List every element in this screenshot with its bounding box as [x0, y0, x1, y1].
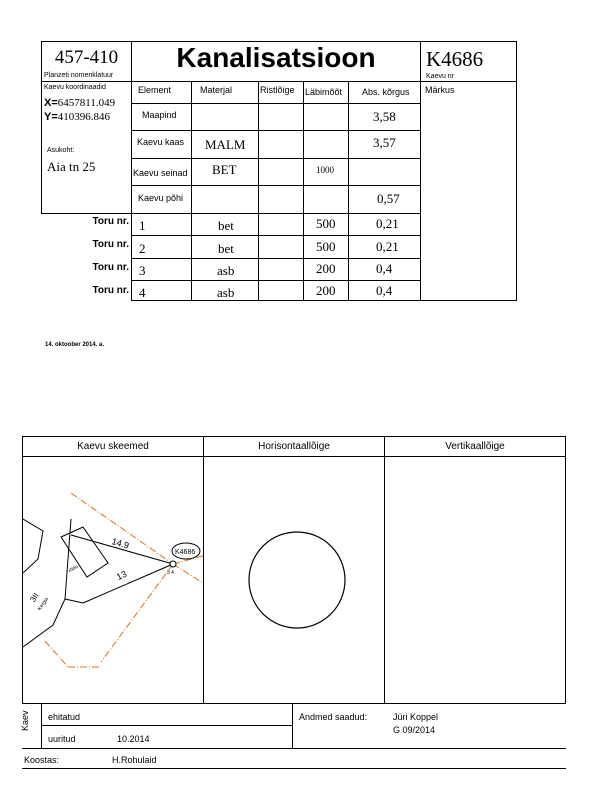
building-wall [65, 519, 71, 599]
row-abs-height: 0,57 [377, 191, 400, 206]
pipe-nr: 4 [139, 285, 146, 300]
distance-label-2: 13 [115, 568, 129, 583]
pipe-abs-height: 0,21 [376, 239, 399, 254]
compiled-name: H.Rohulaid [112, 755, 157, 765]
hdr-element: Element [138, 85, 172, 95]
x-coordinate [44, 97, 115, 109]
pipe-diameter: 500 [316, 239, 336, 254]
cell [258, 158, 304, 186]
row-element: Kaevu seinad [133, 168, 188, 178]
cell [191, 103, 259, 131]
row-abs-height: 3,57 [373, 135, 396, 150]
surveyed-date: 10.2014 [117, 734, 150, 744]
coords-label: Kaevu koordinaadid [44, 84, 106, 91]
pipe-abs-height: 0,21 [376, 216, 399, 231]
cell [258, 130, 304, 159]
sheet-label: Planzeti nomenklatuur [44, 72, 114, 79]
footer-mid-divider [292, 703, 293, 748]
compiled-label: Koostas: [24, 755, 60, 765]
pipe-material: bet [218, 218, 234, 233]
cell [348, 158, 421, 186]
panel2-title: Horisontaallõige [258, 441, 330, 452]
surveyed-label: uuritud [48, 734, 76, 744]
cell [258, 258, 304, 281]
footer-bottom-line [22, 748, 566, 749]
row-element: Kaevu kaas [137, 137, 185, 147]
document-date: 14. oktoober 2014. a. [45, 342, 105, 348]
footer-row-divider [41, 725, 292, 726]
horizontal-section-svg [204, 457, 384, 703]
cell [303, 185, 349, 214]
y-coordinate [44, 111, 110, 123]
hdr-remark: Märkus [425, 85, 455, 95]
pipe-abs-height: 0,4 [376, 261, 393, 276]
cell [303, 130, 349, 159]
well-tag-label: K4686 [175, 549, 196, 556]
well-id-label: Kaevu nr [426, 73, 455, 80]
cell [258, 235, 304, 259]
building-lower [23, 599, 83, 647]
pipe-material: asb [217, 285, 235, 300]
location-label: Asukoht: [47, 147, 75, 154]
pipe-label: Toru nr. [92, 285, 129, 296]
row-element: Maapind [142, 110, 177, 120]
data-by-name: Jüri Koppel [393, 712, 439, 722]
pipe-nr: 3 [139, 263, 146, 278]
row-element: Kaevu põhi [138, 193, 184, 203]
buildings [23, 519, 173, 647]
remark-column [420, 81, 517, 301]
cell [191, 185, 259, 214]
pipe-material: bet [218, 241, 234, 256]
row-material: MALM [205, 137, 246, 152]
y-prefix: Y= [44, 111, 58, 123]
pipe-nr: 1 [139, 218, 146, 233]
pipe-lines [45, 493, 203, 667]
hdr-abs-height: Abs. kõrgus [362, 87, 410, 97]
cell [258, 103, 304, 131]
x-value: 6457811.049 [57, 97, 116, 109]
pipe-line-3 [101, 564, 173, 662]
hdr-material: Materjal [200, 85, 233, 95]
cell [258, 213, 304, 236]
y-value: 410396.846 [57, 111, 111, 123]
location-value: Aia tn 25 [47, 159, 96, 174]
pipe-abs-height: 0,4 [376, 283, 393, 298]
well-point [170, 561, 176, 567]
panel1-title: Kaevu skeemed [77, 441, 149, 452]
page-title: Kanalisatsioon [176, 42, 376, 73]
hdr-diameter: Läbimõõt [305, 87, 343, 97]
panel3-title: Vertikaallõige [445, 441, 505, 452]
cell [258, 185, 304, 214]
distance-label-1: 14.9 [110, 536, 131, 551]
pipe-diameter: 200 [316, 261, 336, 276]
data-by-label: Andmed saadud: [299, 712, 368, 722]
pipe-diameter: 500 [316, 216, 336, 231]
pipe-label: Toru nr. [92, 216, 129, 227]
sheet-number: 457-410 [54, 47, 119, 68]
well-id: K4686 [426, 47, 484, 71]
row-material: BET [212, 162, 237, 177]
built-label: ehitatud [48, 712, 81, 722]
pipe-label: Toru nr. [92, 239, 129, 250]
footer-last-line [22, 768, 566, 769]
side-label: Kaev [20, 710, 30, 731]
pipe-line-4 [45, 641, 68, 667]
cell [258, 280, 304, 301]
footer-top-line [22, 703, 566, 704]
measure-line-2 [83, 564, 173, 603]
pipe-numbers: 3 4 [167, 570, 174, 576]
street-name: Kergia [36, 596, 50, 612]
data-by-code: G 09/2014 [393, 725, 436, 735]
building-label: rõdu [67, 563, 80, 575]
x-prefix: X= [44, 97, 58, 109]
panel-vertical [384, 436, 566, 704]
hdr-cross: Ristlõige [260, 85, 295, 95]
pipe-material: asb [217, 263, 235, 278]
pipe-line-2 [173, 564, 203, 585]
building-left [23, 519, 43, 573]
site-sketch-svg [23, 457, 203, 703]
pipe-label: Toru nr. [92, 262, 129, 273]
pipe-line-1 [71, 493, 173, 564]
pipe-diameter: 200 [316, 283, 336, 298]
cell [303, 103, 349, 131]
row-diameter: 1000 [316, 165, 334, 175]
pipe-nr: 2 [139, 241, 146, 256]
well-cross-section-circle [249, 532, 345, 628]
street-number: 3II [28, 591, 41, 604]
row-abs-height: 3,58 [373, 109, 396, 124]
